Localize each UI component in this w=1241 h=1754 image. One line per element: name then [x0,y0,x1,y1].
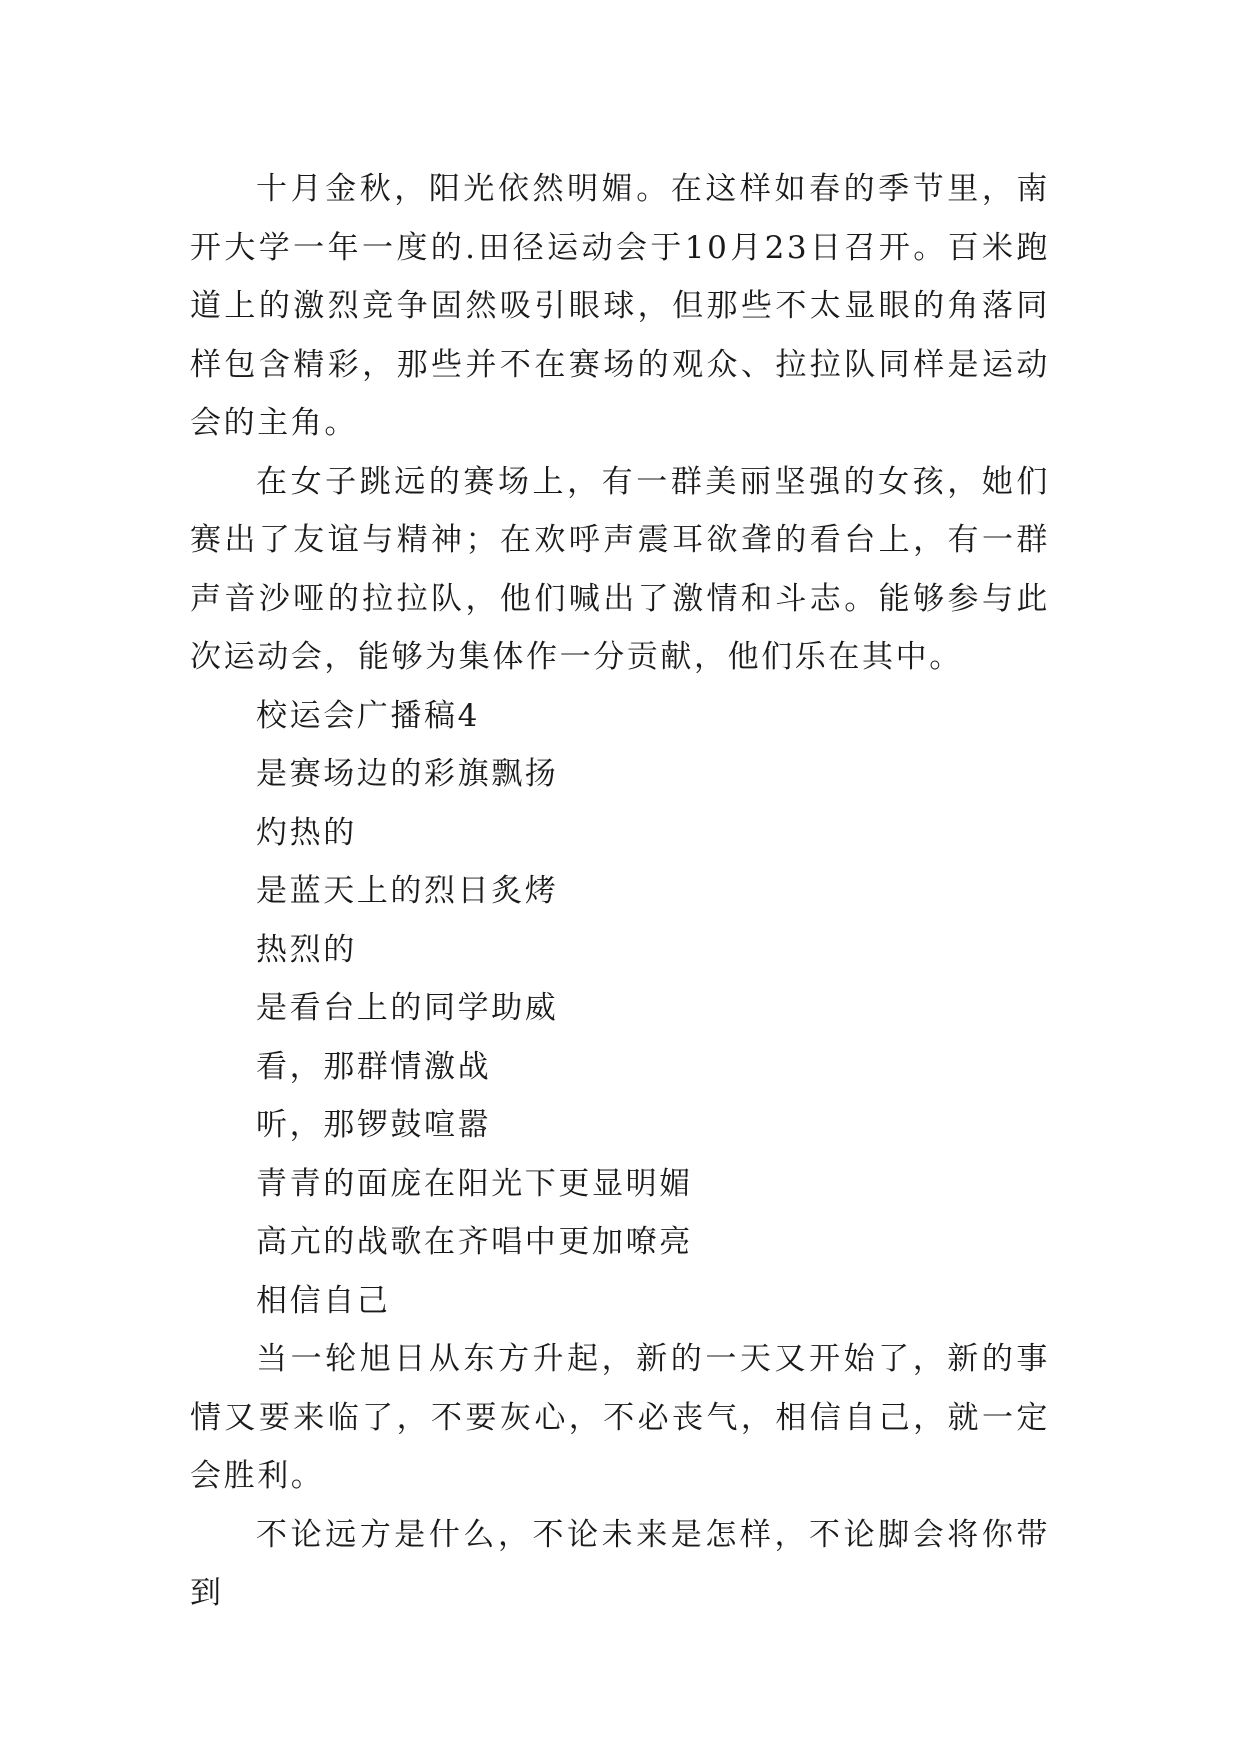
poem-line: 热烈的 [256,931,357,968]
paragraph-sunrise: 当一轮旭日从东方升起，新的一天又开始了，新的事情又要来临了，不要灰心，不必丧气，相信自己，就一定会胜利。 [190,1341,1050,1494]
section-heading: 校运会广播稿4 [256,697,480,734]
poem-line: 听，那锣鼓喧嚣 [256,1107,492,1143]
paragraph-future: 不论远方是什么，不论未来是怎样，不论脚会将你带到 [190,1516,1050,1611]
paragraph-long-jump: 在女子跳远的赛场上，有一群美丽坚强的女孩，她们赛出了友谊与精神；在欢呼声震耳欲聋的看台上，有一群声音沙哑的拉拉队，他们喊出了激情和斗志。能够参与此次运动会，能够为集体作一分贡献，他们乐在其中。 [190,463,1050,675]
poem-line: 灼热的 [256,814,357,851]
poem-line: 高亢的战歌在齐唱中更加嘹亮 [256,1224,693,1260]
poem-line: 是蓝天上的烈日炙烤 [256,873,559,909]
poem-line: 是看台上的同学助威 [256,990,559,1026]
document-body [190,160,1050,1623]
poem-line: 看，那群情激战 [256,1048,492,1085]
poem-line: 相信自己 [256,1282,391,1319]
poem-line: 青青的面庞在阳光下更显明媚 [256,1165,693,1202]
paragraph-intro: 十月金秋，阳光依然明媚。在这样如春的季节里，南开大学一年一度的.田径运动会于10月23日召开。百米跑道上的激烈竞争固然吸引眼球，但那些不太显眼的角落同样包含精彩，那些并不在赛场的观众、拉拉队同样是运动会的主角。 [190,171,1050,441]
poem-line: 是赛场边的彩旗飘扬 [256,756,559,792]
